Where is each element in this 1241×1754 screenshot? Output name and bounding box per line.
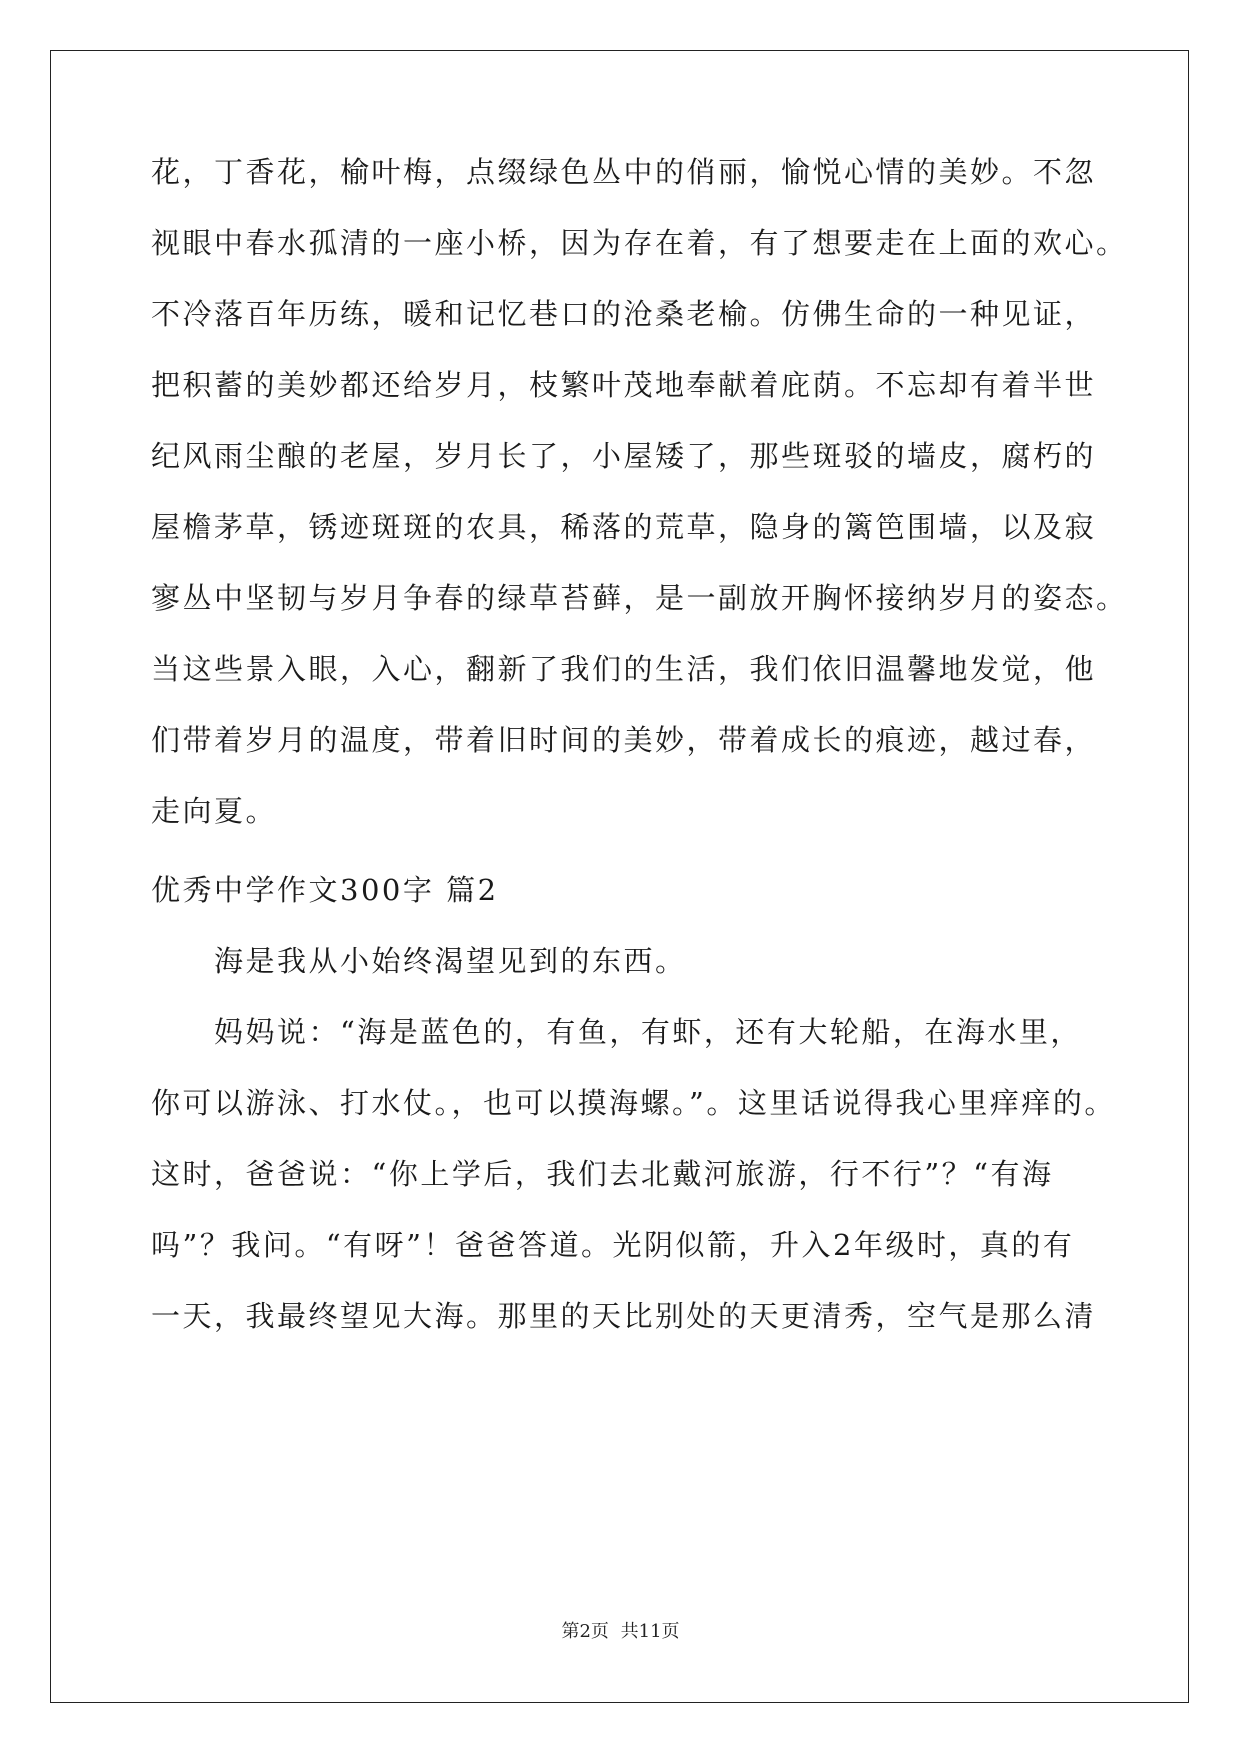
text-line: 妈妈说：“海是蓝色的，有鱼，有虾，还有大轮船，在海水里， [214,1015,1082,1049]
text-line: 纪风雨尘酿的老屋，岁月长了，小屋矮了，那些斑驳的墙皮，腐朽的 [151,439,1097,473]
text-line: 视眼中春水孤清的一座小桥，因为存在着，有了想要走在上面的欢心。 [151,226,1128,260]
text-line: 这时，爸爸说：“你上学后，我们去北戴河旅游，行不行”？“有海 [151,1157,1054,1191]
text-line: 吗”？我问。“有呀”！爸爸答道。光阴似箭，升入2年级时，真的有 [151,1228,1075,1262]
text-line: 当这些景入眼，入心，翻新了我们的生活，我们依旧温馨地发觉，他 [151,652,1097,686]
page-number: 第2页 [561,1621,609,1642]
section-heading: 优秀中学作文300字 篇2 [151,873,499,907]
text-line: 不冷落百年历练，暖和记忆巷口的沧桑老榆。仿佛生命的一种见证， [151,297,1097,331]
text-line: 走向夏。 [151,794,278,828]
paragraph-text: 海是我从小始终渴望见到的东西。 [214,944,687,978]
text-line: 们带着岁月的温度，带着旧时间的美妙，带着成长的痕迹，越过春， [151,723,1097,757]
text-line: 把积蓄的美妙都还给岁月，枝繁叶茂地奉献着庇荫。不忘却有着半世 [151,368,1097,402]
text-line: 一天，我最终望见大海。那里的天比别处的天更清秀，空气是那么清 [151,1299,1097,1333]
text-line: 你可以游泳、打水仗。，也可以摸海螺。”。这里话说得我心里痒痒的。 [151,1086,1116,1120]
text-line: 花，丁香花，榆叶梅，点缀绿色丛中的俏丽，愉悦心情的美妙。不忽 [151,155,1097,189]
page-total: 共11页 [620,1621,680,1642]
text-line: 寥丛中坚韧与岁月争春的绿草苔藓，是一副放开胸怀接纳岁月的姿态。 [151,581,1128,615]
text-line: 屋檐茅草，锈迹斑斑的农具，稀落的荒草，隐身的篱笆围墙，以及寂 [151,510,1097,544]
page-footer [0,1620,1241,1644]
